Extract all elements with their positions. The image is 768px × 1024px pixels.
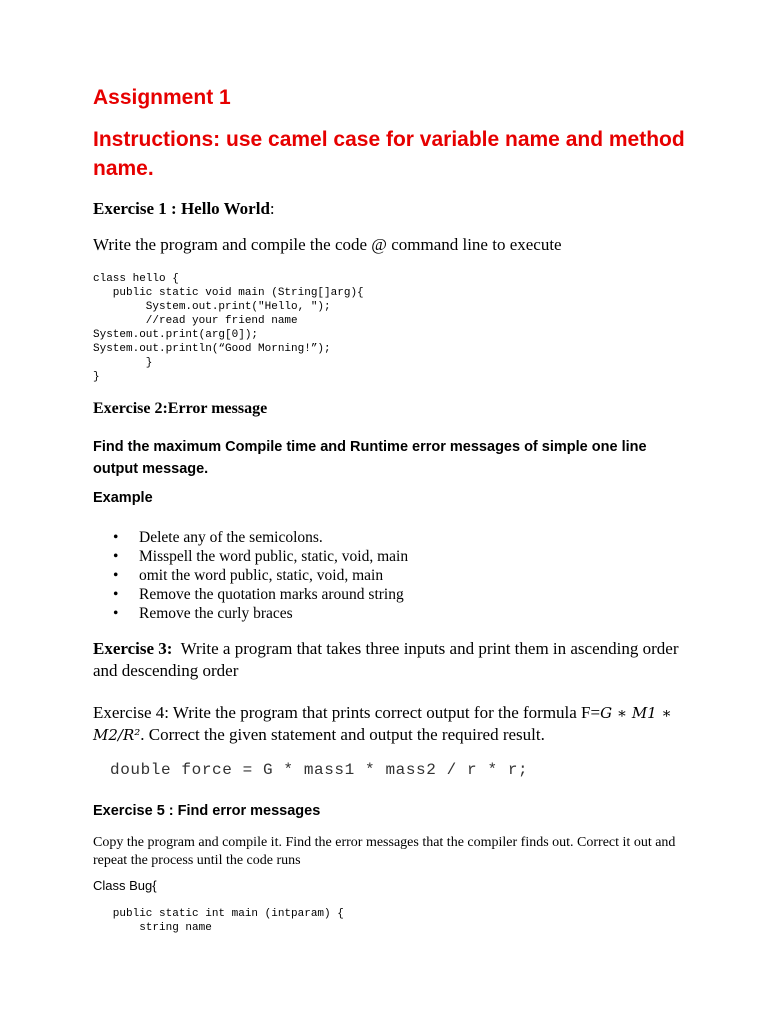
list-item: • Remove the quotation marks around string: [113, 586, 404, 603]
exercise1-code: class hello { public static void main (String[]arg){ System.out.print("Hello, "); //read your friend name System.out.print(arg[0]); System.out.println(“Good Morning!”); } }: [93, 273, 364, 383]
class-bug-line: Class Bug{: [93, 878, 157, 893]
assignment-title: Assignment 1: [93, 86, 231, 109]
exercise5-text: Copy the program and compile it. Find the error messages that the compiler finds out. Correct it out and repeat the process until the code runs: [93, 835, 676, 868]
bullet-icon: •: [113, 567, 119, 584]
list-item: • Misspell the word public, static, void, main: [113, 548, 409, 565]
exercise3-paragraph: [93, 638, 693, 682]
exercise1-text: Write the program and compile the code @ command line to execute: [93, 235, 562, 254]
bullet-icon: •: [113, 529, 119, 546]
bullet-list: [93, 528, 408, 623]
exercise5-code: public static int main (intparam) { string name: [112, 908, 344, 934]
list-item: • Remove the curly braces: [113, 605, 293, 622]
exercise2-heading: Exercise 2:Error message: [93, 400, 268, 417]
list-item: • omit the word public, static, void, main: [113, 567, 384, 584]
bullet-icon: •: [113, 586, 119, 603]
exercise4-paragraph: [93, 702, 693, 746]
exercise4-code: double force = G * mass1 * mass2 / r * r;: [110, 761, 529, 779]
instructions-heading: Instructions: use camel case for variable name and method name.: [93, 128, 685, 180]
exercise3-text: Write a program that takes three inputs and print them in ascending order and descending order: [93, 639, 683, 680]
exercise4-text-after: . Correct the given statement and output the required result.: [140, 725, 545, 744]
exercise2-text: Find the maximum Compile time and Runtime error messages of simple one line output message.: [93, 439, 647, 477]
exercise1-heading-bold: Exercise 1 : Hello World: [93, 199, 270, 218]
list-item: • Delete any of the semicolons.: [113, 529, 323, 546]
example-label: Example: [93, 490, 153, 506]
bullet-icon: •: [113, 605, 119, 622]
formula: G ∗ M1 ∗ M2/R²: [93, 704, 672, 744]
bullet-icon: •: [113, 548, 119, 565]
exercise5-heading: Exercise 5 : Find error messages: [93, 803, 321, 819]
exercise1-heading-suffix: :: [269, 199, 275, 218]
exercise3-heading: Exercise 3:: [93, 639, 173, 658]
exercise4-text: Exercise 4: Write the program that prints correct output for the formula F=: [93, 703, 601, 722]
exercise1-heading: [93, 199, 275, 219]
